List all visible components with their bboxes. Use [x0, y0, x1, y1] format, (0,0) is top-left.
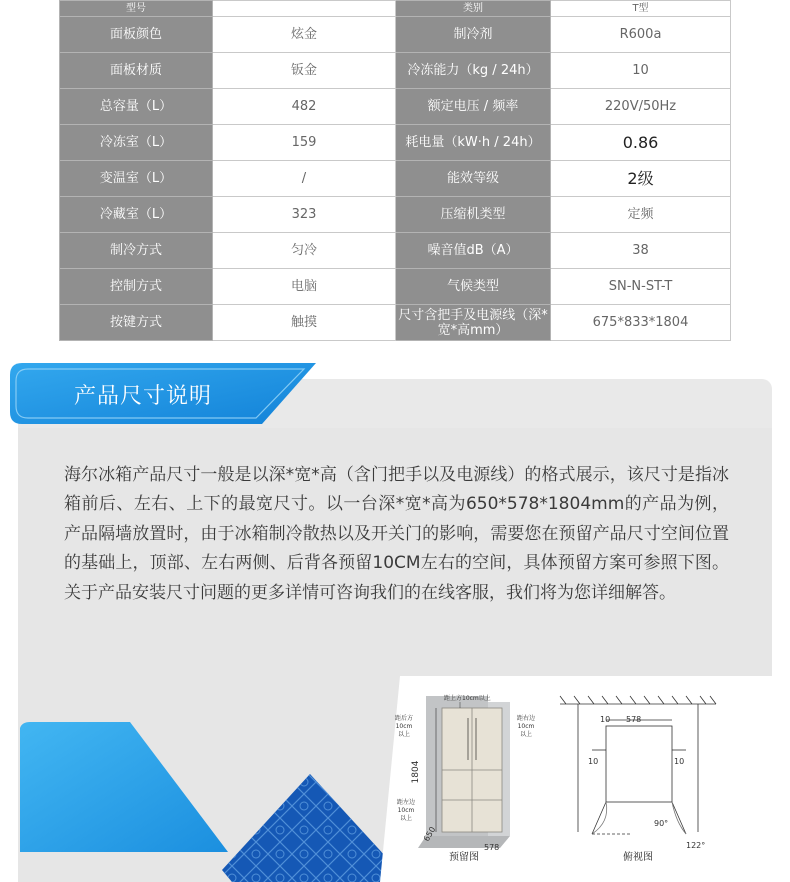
- spec-label: 能效等级: [396, 161, 551, 197]
- table-row: [60, 125, 731, 161]
- top-right-gap-label: 10: [674, 757, 685, 766]
- table-row: [60, 89, 731, 125]
- installation-diagram: [380, 672, 780, 882]
- table-row: [60, 269, 731, 305]
- spec-value: 电脑: [213, 269, 396, 305]
- svg-text:距左边: 距左边: [396, 799, 416, 806]
- spec-label: 尺寸含把手及电源线（深*宽*高mm）: [396, 305, 551, 341]
- spec-value: [213, 1, 396, 17]
- front-width-label: 578: [484, 843, 500, 852]
- table-row: [60, 233, 731, 269]
- spec-table: [59, 0, 731, 341]
- section-title: 产品尺寸说明: [74, 384, 213, 409]
- spec-value: /: [213, 161, 396, 197]
- spec-label: 冷藏室（L）: [60, 197, 213, 233]
- spec-value: 2级: [551, 161, 731, 197]
- spec-label: 类别: [396, 1, 551, 17]
- spec-label: 气候类型: [396, 269, 551, 305]
- spec-label: 耗电量（kW·h / 24h）: [396, 125, 551, 161]
- table-row: [60, 161, 731, 197]
- front-height-label: 1804: [411, 760, 421, 784]
- table-row: [60, 1, 731, 17]
- svg-text:距后方: 距后方: [394, 715, 414, 722]
- top-angle-inner: 90°: [654, 819, 669, 828]
- spec-label: 面板颜色: [60, 17, 213, 53]
- spec-label: 型号: [60, 1, 213, 17]
- section-description: 海尔冰箱产品尺寸一般是以深*宽*高（含门把手以及电源线）的格式展示，该尺寸是指冰箱前后、左右、上下的最宽尺寸。以一台深*宽*高为650*578*1804mm的产品为例，产品隔墙放置时，由于冰箱制冷散热以及开关门的影响，需要您在预留产品尺寸空间位置的基础上，顶部、左右两侧、后背各预留10CM左右的空间，具体预留方案可参照下图。关于产品安装尺寸问题的更多详情可咨询我们的在线客服，我们将为您详细解答。: [64, 465, 729, 603]
- spec-value: T型: [551, 1, 731, 17]
- spec-value: 匀冷: [213, 233, 396, 269]
- svg-text:距右边: 距右边: [516, 715, 536, 722]
- spec-label: 按键方式: [60, 305, 213, 341]
- spec-label: 控制方式: [60, 269, 213, 305]
- svg-text:以上: 以上: [397, 731, 411, 738]
- top-angle-outer: 122°: [686, 841, 706, 850]
- svg-text:10cm: 10cm: [517, 723, 535, 730]
- top-gap-label: 10: [600, 715, 611, 724]
- spec-value: 炫金: [213, 17, 396, 53]
- spec-value: 10: [551, 53, 731, 89]
- svg-text:以上: 以上: [399, 815, 413, 822]
- front-top-note: 距上方10cm以上: [444, 695, 491, 702]
- spec-value: 38: [551, 233, 731, 269]
- spec-value: 482: [213, 89, 396, 125]
- table-row: [60, 53, 731, 89]
- spec-label: 额定电压 / 频率: [396, 89, 551, 125]
- svg-text:10cm: 10cm: [395, 723, 413, 730]
- decorative-shape-left: [0, 720, 230, 882]
- spec-value: 675*833*1804: [551, 305, 731, 341]
- spec-value: 0.86: [551, 125, 731, 161]
- decorative-pattern-diamond: [220, 770, 400, 882]
- spec-value: 159: [213, 125, 396, 161]
- spec-label: 总容量（L）: [60, 89, 213, 125]
- front-depth-label: 650: [421, 825, 438, 843]
- spec-label: 冷冻能力（kg / 24h）: [396, 53, 551, 89]
- spec-label: 制冷方式: [60, 233, 213, 269]
- svg-text:10cm: 10cm: [397, 807, 415, 814]
- top-left-gap-label: 10: [588, 757, 599, 766]
- spec-label: 压缩机类型: [396, 197, 551, 233]
- spec-value: 钣金: [213, 53, 396, 89]
- table-row: [60, 17, 731, 53]
- front-caption: 预留图: [449, 852, 479, 863]
- spec-value: 323: [213, 197, 396, 233]
- top-width-label: 578: [626, 715, 642, 724]
- spec-value: SN-N-ST-T: [551, 269, 731, 305]
- spec-value: 触摸: [213, 305, 396, 341]
- spec-label: 噪音值dB（A）: [396, 233, 551, 269]
- spec-value: 220V/50Hz: [551, 89, 731, 125]
- spec-label: 冷冻室（L）: [60, 125, 213, 161]
- svg-text:以上: 以上: [519, 731, 533, 738]
- spec-value: R600a: [551, 17, 731, 53]
- spec-label: 变温室（L）: [60, 161, 213, 197]
- table-row: [60, 305, 731, 341]
- spec-label: 制冷剂: [396, 17, 551, 53]
- spec-label: 面板材质: [60, 53, 213, 89]
- top-caption: 俯视图: [623, 852, 653, 863]
- table-row: [60, 197, 731, 233]
- spec-value: 定频: [551, 197, 731, 233]
